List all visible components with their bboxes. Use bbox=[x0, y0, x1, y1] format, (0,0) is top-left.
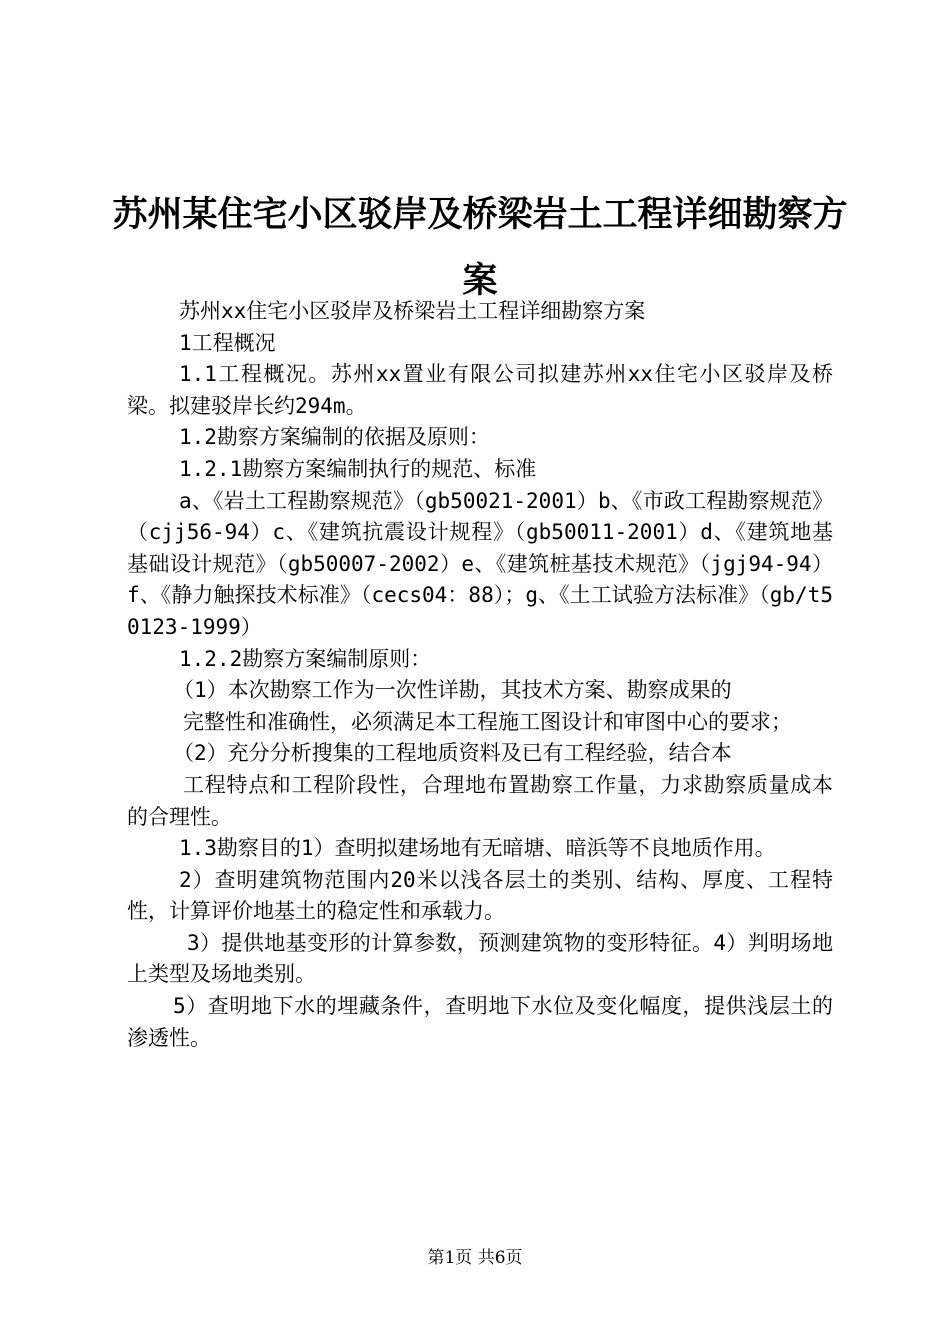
paragraph-section-1: 1工程概况 bbox=[179, 330, 276, 355]
document-title: 苏州某住宅小区驳岸及桥梁岩土工程详细勘察方案 bbox=[112, 194, 848, 301]
paragraph-1-2-1: 1.2.1勘察方案编制执行的规范、标准 bbox=[179, 456, 537, 481]
paragraph-1-2: 1.2勘察方案编制的依据及原则： bbox=[179, 425, 490, 450]
paragraph-1-3: 1.3勘察目的1）查明拟建场地有无暗塘、暗浜等不良地质作用。 bbox=[179, 836, 776, 861]
paragraph-principle-1b: 完整性和准确性，必须满足本工程施工图设计和审图中心的要求； bbox=[183, 709, 792, 734]
paragraph-purpose-5: 5）查明地下水的埋藏条件，查明地下水位及变化幅度，提供浅层土的渗透性。 bbox=[127, 994, 833, 1050]
page-number-footer: 第1页 共6页 bbox=[427, 1248, 523, 1268]
paragraph-doc-name: 苏州xx住宅小区驳岸及桥梁岩土工程详细勘察方案 bbox=[179, 299, 646, 323]
paragraph-purpose-2: 2）查明建筑物范围内20米以浅各层土的类别、结构、厚度、工程特性，计算评价地基土的稳定性和承载力。 bbox=[127, 867, 833, 924]
paragraph-principle-2b: 工程特点和工程阶段性，合理地布置勘察工作量，力求勘察质量成本的合理性。 bbox=[127, 772, 833, 829]
paragraph-purpose-3-4: 3）提供地基变形的计算参数，预测建筑物的变形特征。4）判明场地上类型及场地类别。 bbox=[127, 930, 833, 987]
paragraph-1-2-2: 1.2.2勘察方案编制原则： bbox=[179, 646, 432, 671]
paragraph-principle-2a: （2）充分分析搜集的工程地质资料及已有工程经验，结合本 bbox=[173, 741, 732, 766]
paragraph-principle-1a: （1）本次勘察工作为一次性详勘，其技术方案、勘察成果的 bbox=[173, 678, 732, 703]
paragraph-standards-list: a、《岩土工程勘察规范》（gb50021-2001）b、《市政工程勘察规范》（cjj56-94）c、《建筑抗震设计规程》（gb50011-2001）d、《建筑地基基础设计规范》（gb50007-2002）e、《建筑桩基技术规范》（jgj94-94）f、《静力触探技术标准》（cecs04：88）；g、《土工试验方法标准》（gb/t50123-1999） bbox=[127, 488, 833, 639]
document-body bbox=[127, 296, 833, 1054]
paragraph-1-1: 1.1工程概况。苏州xx置业有限公司拟建苏州xx住宅小区驳岸及桥梁。拟建驳岸长约294m。 bbox=[127, 362, 833, 418]
